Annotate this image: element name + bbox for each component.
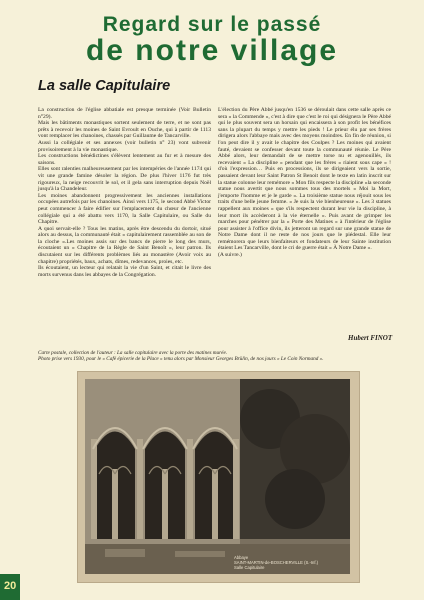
article-paragraph: Les moines abandonnent progressivement les anciennes installations occupées autrefois par les chanoines. Ainsi vers 1175, le second Abbé Victor peut commencer à faire édifier sur l'emplacement du chœur de l'ancienne collégiale qui a été abattu vers 1170, la Salle Capitulaire, ou Salle du Chapitre.	[38, 192, 211, 226]
article-paragraph-a-suivre: (A suivre.)	[218, 252, 242, 259]
title-block	[0, 14, 424, 66]
title-line2: de notre village	[85, 34, 339, 67]
article-paragraph: Elles sont ralenties malheureusement par les intempéries de l'année 1174 qui vit une grande famine désoler la région. De plus l'hiver 1176 fut très rigoureux, la neige recouvrit le sol, et il gela sans interruption depuis Noël jusqu'à la Chandeleur.	[38, 166, 211, 193]
postcard-caption-line1: Abbaye	[234, 555, 249, 560]
section-subtitle: La salle Capitulaire	[38, 78, 171, 94]
postcard-photo-frame	[77, 371, 360, 583]
postcard-caption-line3: Salle Capitulaire	[234, 565, 265, 570]
article-column-left	[38, 107, 211, 278]
article-paragraph: Ils écoutaient, un lecteur qui relatait la vie d'un Saint, et citait le livre des morts survenus dans les abbayes de la Congrégation.	[38, 265, 211, 278]
article-paragraph: Les constructions bénédictines s'élèvent lentement au fur et à mesure des saisons.	[38, 153, 211, 166]
photo-caption-line2: Photo prise vers 1930, pour le « Café épicerie de la Place » tenu alors par Monsieur Georges Brülin, de nos jours « Le Coin Normand ».	[38, 356, 324, 363]
photo-caption-block	[38, 350, 402, 363]
article-paragraph: A quoi servait-elle ? Tous les matins, après être descendu du dortoir, situé alors au dessus, la communauté était « capitulairement rassemblée au son de la cloche «.Les moines assis sur des bancs de pierre le long des murs, écoutaient un « Chapitre de la Règle de Saint Benoît », leur patron. Ils discutaient sur les différents problèmes liés au monastère (Avoir voix au chapitre) propriétés, baux, achats, dîmes, redevances, proies, etc.	[38, 225, 211, 265]
article-paragraph: Aussi la collégiale et ses annexes (voir bulletin n° 23) vont subvenir provisoirement à la vie monastique.	[38, 139, 211, 153]
chapter-house-photo-illustration	[85, 379, 350, 574]
postcard-caption-line2: SAINT-MARTIN-de-BOSCHERVILLE (S.-Inf.)	[234, 560, 319, 565]
article-paragraph: Mais les bâtiments monastiques sortent seulement de terre, et ne sont pas prêts à recevoir les moines de Saint Evroult en Ouche, qui à partir de 1113 vont remplacer les chanoines, chassés par Guillaume de Tancarville.	[38, 120, 211, 140]
article-paragraph: La construction de l'église abbatiale est presque terminée (Voir Bulletin n°29).	[38, 107, 211, 120]
page-number: 20	[4, 580, 17, 592]
photo-caption-line1: Carte postale, collection de l'auteur : La salle capitulaire avec la porte des matines murée.	[38, 350, 228, 356]
article-paragraph: L'élection du Père Abbé jusqu'en 1536 se déroulait dans cette salle après ce sera « la Commende », c'est à dire que c'est le roi qui désignera le Père Abbé qui le plus souvent sera un horsain qui encaissera à son profit les bénéfices sans la plupart du temps y mettre les pieds ! Le prieur élu par ses frères dirigera alors l'abbaye mais avec des moyens moindres. En fin de réunion, si l'on peut dire il y avait le chapitre des Coulpes ? Les moines qui avaient fauté, devaient se confesser devant toute la communauté réunie. Le Père Abbé alors, leur demandait de se mettre torse nu et agenouillés, ils recevaient « La discipline » pendant que les frères « riaient sous cape » ! d'où l'expression… Puis en processions, ils se dirigeaient vers la sortie, passaient devant leur Saint Patron St Benoit dont le texte en latin inscrit sur la statue colonne leur remémore « Mon fils respecte la discipline »la seconde statue nous avertit que nous sommes tous des mortels « Moi la Mort, j'emporte l'homme et je le garde ». La troisième statue nous réjouit sous les traits d'une belle jeune femme. « Je suis la vie bienheureuse ». Les 3 statues rappellent aux moines « que s'ils respectent durant leur vie la discipline, à leur mort ils accèderont à la vie éternelle ». Puis avant de grimper les marches pour pénétrer par la « Porte des Matines » à l'intérieur de l'église pour assister à l'office divin, ils jetteront un regard sur une grande statue de Notre Dame dont il ne reste de nos jours que le piédestal. Elle leur remémorera que leurs bienfaiteurs et fondateurs de leur Sainte institution étaient Les Tancarville, dont le cri de guerre était « À Notre Dame ».	[218, 107, 391, 252]
postcard-photo	[85, 379, 350, 574]
page-number-tab	[0, 574, 20, 600]
article-column-right	[218, 107, 391, 259]
title-line1: Regard sur le passé	[102, 13, 322, 36]
postcard-printed-caption	[234, 555, 344, 570]
author-signature: Hubert FINOT	[348, 334, 393, 342]
